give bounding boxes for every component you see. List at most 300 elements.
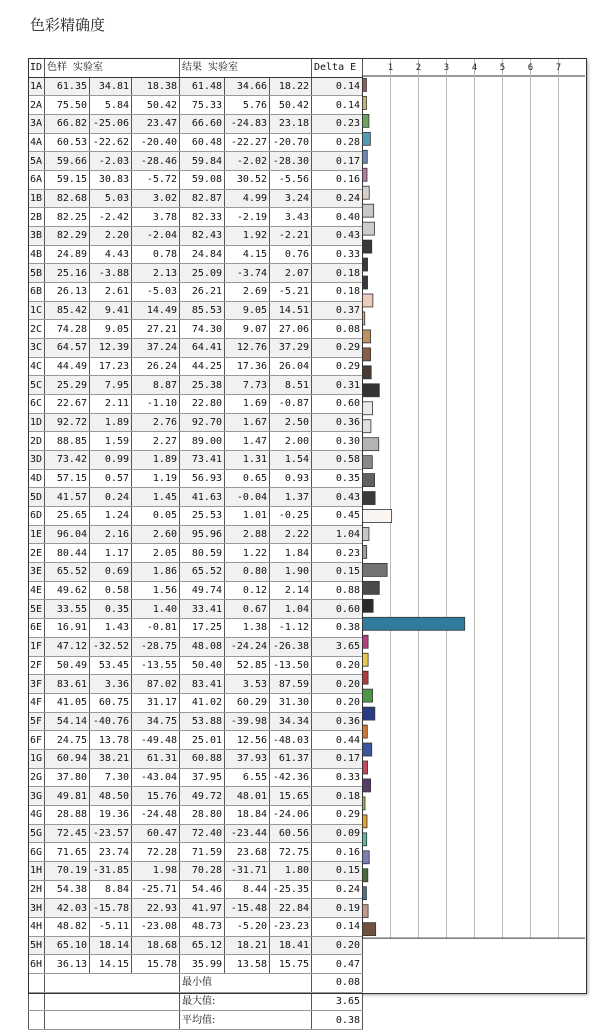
sample-l: 66.82 bbox=[45, 115, 90, 134]
row-id: 6H bbox=[29, 955, 45, 974]
row-id: 5B bbox=[29, 264, 45, 283]
table-row bbox=[29, 469, 363, 488]
sample-a: 9.41 bbox=[90, 301, 132, 320]
result-l: 49.72 bbox=[180, 787, 225, 806]
result-b: 27.06 bbox=[270, 320, 312, 339]
delta-e-value: 0.38 bbox=[312, 619, 363, 638]
result-l: 33.41 bbox=[180, 600, 225, 619]
row-id: 1G bbox=[29, 749, 45, 768]
result-a: 37.93 bbox=[225, 749, 270, 768]
sample-b: 60.47 bbox=[132, 824, 180, 843]
header-id: ID bbox=[29, 59, 45, 78]
sample-a: 48.50 bbox=[90, 787, 132, 806]
sample-b: 61.31 bbox=[132, 749, 180, 768]
row-id: 2A bbox=[29, 96, 45, 115]
result-a: -5.20 bbox=[225, 917, 270, 936]
sample-l: 60.53 bbox=[45, 133, 90, 152]
result-l: 25.01 bbox=[180, 731, 225, 750]
row-id: 3B bbox=[29, 227, 45, 246]
bar-1F bbox=[363, 617, 465, 630]
sample-b: 1.45 bbox=[132, 488, 180, 507]
result-b: -28.30 bbox=[270, 152, 312, 171]
result-b: 26.04 bbox=[270, 357, 312, 376]
result-a: 18.21 bbox=[225, 936, 270, 955]
delta-e-value: 0.43 bbox=[312, 488, 363, 507]
row-id: 5H bbox=[29, 936, 45, 955]
bar-4B bbox=[363, 240, 372, 253]
sample-a: 19.36 bbox=[90, 805, 132, 824]
stats-value: 0.38 bbox=[312, 1011, 363, 1030]
result-b: -42.36 bbox=[270, 768, 312, 787]
bar-4H bbox=[363, 887, 367, 900]
delta-e-value: 0.33 bbox=[312, 768, 363, 787]
sample-b: 1.89 bbox=[132, 451, 180, 470]
sample-b: -25.71 bbox=[132, 880, 180, 899]
result-a: 30.52 bbox=[225, 171, 270, 190]
row-id: 2H bbox=[29, 880, 45, 899]
sample-l: 72.45 bbox=[45, 824, 90, 843]
sample-a: -2.42 bbox=[90, 208, 132, 227]
delta-e-value: 0.20 bbox=[312, 656, 363, 675]
result-a: 4.15 bbox=[225, 245, 270, 264]
sample-l: 85.42 bbox=[45, 301, 90, 320]
table-row bbox=[29, 189, 363, 208]
row-id: 6C bbox=[29, 395, 45, 414]
bar-5D bbox=[363, 474, 375, 487]
sample-a: 60.75 bbox=[90, 693, 132, 712]
result-l: 85.53 bbox=[180, 301, 225, 320]
sample-b: 72.28 bbox=[132, 843, 180, 862]
table-row bbox=[29, 507, 363, 526]
result-b: -13.50 bbox=[270, 656, 312, 675]
sample-l: 49.81 bbox=[45, 787, 90, 806]
result-a: 1.38 bbox=[225, 619, 270, 638]
result-l: 44.25 bbox=[180, 357, 225, 376]
result-l: 80.59 bbox=[180, 544, 225, 563]
result-a: -15.48 bbox=[225, 899, 270, 918]
row-id: 1A bbox=[29, 77, 45, 96]
row-id: 1E bbox=[29, 525, 45, 544]
result-a: -31.71 bbox=[225, 861, 270, 880]
sample-a: 2.16 bbox=[90, 525, 132, 544]
sample-b: 1.56 bbox=[132, 581, 180, 600]
result-a: 23.68 bbox=[225, 843, 270, 862]
sample-b: 14.49 bbox=[132, 301, 180, 320]
sample-l: 44.49 bbox=[45, 357, 90, 376]
bar-6C bbox=[363, 384, 380, 397]
bar-6D bbox=[363, 492, 376, 505]
table-row bbox=[29, 861, 363, 880]
bar-6E bbox=[363, 599, 374, 612]
result-a: 2.69 bbox=[225, 283, 270, 302]
sample-a: -32.52 bbox=[90, 637, 132, 656]
result-l: 65.12 bbox=[180, 936, 225, 955]
row-id: 4H bbox=[29, 917, 45, 936]
result-l: 37.95 bbox=[180, 768, 225, 787]
table-row bbox=[29, 955, 363, 974]
sample-l: 71.65 bbox=[45, 843, 90, 862]
sample-a: 8.84 bbox=[90, 880, 132, 899]
header-result: 结果 实验室 bbox=[180, 59, 312, 78]
result-l: 70.28 bbox=[180, 861, 225, 880]
result-a: 12.56 bbox=[225, 731, 270, 750]
result-a: 1.01 bbox=[225, 507, 270, 526]
sample-l: 54.14 bbox=[45, 712, 90, 731]
delta-e-value: 0.17 bbox=[312, 152, 363, 171]
x-tick-label: 2 bbox=[415, 63, 422, 73]
delta-e-value: 0.29 bbox=[312, 805, 363, 824]
result-b: -2.21 bbox=[270, 227, 312, 246]
delta-e-value: 0.36 bbox=[312, 413, 363, 432]
table-row bbox=[29, 171, 363, 190]
delta-e-value: 0.88 bbox=[312, 581, 363, 600]
table-row bbox=[29, 731, 363, 750]
result-b: -25.35 bbox=[270, 880, 312, 899]
result-b: 2.14 bbox=[270, 581, 312, 600]
result-l: 60.88 bbox=[180, 749, 225, 768]
table-row bbox=[29, 208, 363, 227]
result-l: 95.96 bbox=[180, 525, 225, 544]
table-row bbox=[29, 581, 363, 600]
sample-b: 87.02 bbox=[132, 675, 180, 694]
result-l: 41.97 bbox=[180, 899, 225, 918]
x-tick-label: 4 bbox=[471, 63, 478, 73]
table-row bbox=[29, 413, 363, 432]
row-id: 4G bbox=[29, 805, 45, 824]
table-row bbox=[29, 357, 363, 376]
result-a: 0.65 bbox=[225, 469, 270, 488]
sample-a: 34.81 bbox=[90, 77, 132, 96]
sample-b: 2.27 bbox=[132, 432, 180, 451]
table-row bbox=[29, 432, 363, 451]
delta-e-value: 0.31 bbox=[312, 376, 363, 395]
stats-value: 3.65 bbox=[312, 992, 363, 1011]
result-l: 59.84 bbox=[180, 152, 225, 171]
sample-b: 2.76 bbox=[132, 413, 180, 432]
bar-4E bbox=[363, 563, 388, 576]
sample-a: -31.85 bbox=[90, 861, 132, 880]
result-l: 50.40 bbox=[180, 656, 225, 675]
result-a: -2.02 bbox=[225, 152, 270, 171]
stats-blank bbox=[29, 973, 45, 992]
delta-e-value: 0.20 bbox=[312, 675, 363, 694]
sample-b: 26.24 bbox=[132, 357, 180, 376]
stats-row bbox=[29, 992, 363, 1011]
sample-l: 28.88 bbox=[45, 805, 90, 824]
row-id: 4A bbox=[29, 133, 45, 152]
sample-l: 59.15 bbox=[45, 171, 90, 190]
delta-e-value: 0.18 bbox=[312, 787, 363, 806]
bar-3C bbox=[363, 330, 371, 343]
sample-l: 88.85 bbox=[45, 432, 90, 451]
result-b: 14.51 bbox=[270, 301, 312, 320]
result-a: 6.55 bbox=[225, 768, 270, 787]
result-a: 9.05 bbox=[225, 301, 270, 320]
result-a: 12.76 bbox=[225, 339, 270, 358]
sample-b: 3.02 bbox=[132, 189, 180, 208]
result-b: -23.23 bbox=[270, 917, 312, 936]
table-row bbox=[29, 768, 363, 787]
sample-a: 0.35 bbox=[90, 600, 132, 619]
delta-e-value: 0.40 bbox=[312, 208, 363, 227]
sample-a: -40.76 bbox=[90, 712, 132, 731]
bar-6B bbox=[363, 276, 368, 289]
result-b: -5.21 bbox=[270, 283, 312, 302]
result-b: 1.54 bbox=[270, 451, 312, 470]
delta-e-value: 0.30 bbox=[312, 432, 363, 451]
result-l: 54.46 bbox=[180, 880, 225, 899]
sample-l: 96.04 bbox=[45, 525, 90, 544]
result-l: 48.08 bbox=[180, 637, 225, 656]
sample-l: 25.65 bbox=[45, 507, 90, 526]
sample-b: -5.03 bbox=[132, 283, 180, 302]
result-b: -20.70 bbox=[270, 133, 312, 152]
delta-e-value: 0.36 bbox=[312, 712, 363, 731]
result-b: -0.25 bbox=[270, 507, 312, 526]
table-row bbox=[29, 152, 363, 171]
table-row bbox=[29, 656, 363, 675]
result-l: 61.48 bbox=[180, 77, 225, 96]
sample-l: 92.72 bbox=[45, 413, 90, 432]
sample-l: 54.38 bbox=[45, 880, 90, 899]
table-row bbox=[29, 936, 363, 955]
result-l: 59.08 bbox=[180, 171, 225, 190]
sample-b: 34.75 bbox=[132, 712, 180, 731]
row-id: 2G bbox=[29, 768, 45, 787]
table-row bbox=[29, 376, 363, 395]
bar-5A bbox=[363, 150, 368, 163]
sample-a: 7.95 bbox=[90, 376, 132, 395]
table-row bbox=[29, 787, 363, 806]
row-id: 5F bbox=[29, 712, 45, 731]
x-tick-label: 1 bbox=[387, 63, 394, 73]
result-b: 31.30 bbox=[270, 693, 312, 712]
delta-e-value: 0.33 bbox=[312, 245, 363, 264]
result-l: 28.80 bbox=[180, 805, 225, 824]
sample-b: -0.81 bbox=[132, 619, 180, 638]
sample-a: 0.58 bbox=[90, 581, 132, 600]
row-id: 2C bbox=[29, 320, 45, 339]
sample-a: -23.57 bbox=[90, 824, 132, 843]
table-row bbox=[29, 917, 363, 936]
result-b: 0.93 bbox=[270, 469, 312, 488]
result-l: 25.53 bbox=[180, 507, 225, 526]
sample-l: 24.89 bbox=[45, 245, 90, 264]
row-id: 6B bbox=[29, 283, 45, 302]
sample-a: 9.05 bbox=[90, 320, 132, 339]
header-delta-e: Delta E bbox=[312, 59, 363, 78]
result-a: 13.58 bbox=[225, 955, 270, 974]
sample-l: 64.57 bbox=[45, 339, 90, 358]
result-a: -39.98 bbox=[225, 712, 270, 731]
stats-label: 最大值: bbox=[180, 992, 312, 1011]
sample-l: 82.25 bbox=[45, 208, 90, 227]
delta-e-value: 0.24 bbox=[312, 189, 363, 208]
delta-e-value: 0.58 bbox=[312, 451, 363, 470]
result-l: 25.38 bbox=[180, 376, 225, 395]
bar-2A bbox=[363, 96, 367, 109]
result-l: 64.41 bbox=[180, 339, 225, 358]
result-b: 72.75 bbox=[270, 843, 312, 862]
result-l: 66.60 bbox=[180, 115, 225, 134]
row-id: 6D bbox=[29, 507, 45, 526]
result-l: 82.33 bbox=[180, 208, 225, 227]
sample-l: 75.50 bbox=[45, 96, 90, 115]
row-id: 3F bbox=[29, 675, 45, 694]
row-id: 2F bbox=[29, 656, 45, 675]
delta-e-bar-chart bbox=[362, 58, 585, 992]
bar-5E bbox=[363, 581, 380, 594]
bar-4G bbox=[363, 779, 371, 792]
sample-l: 57.15 bbox=[45, 469, 90, 488]
sample-l: 82.29 bbox=[45, 227, 90, 246]
bar-2C bbox=[363, 312, 365, 325]
result-a: 8.44 bbox=[225, 880, 270, 899]
sample-b: -20.40 bbox=[132, 133, 180, 152]
table-row bbox=[29, 339, 363, 358]
sample-a: 2.61 bbox=[90, 283, 132, 302]
sample-a: 17.23 bbox=[90, 357, 132, 376]
result-b: 87.59 bbox=[270, 675, 312, 694]
row-id: 1B bbox=[29, 189, 45, 208]
row-id: 6G bbox=[29, 843, 45, 862]
row-id: 1D bbox=[29, 413, 45, 432]
row-id: 3H bbox=[29, 899, 45, 918]
bar-5F bbox=[363, 689, 373, 702]
delta-e-value: 0.45 bbox=[312, 507, 363, 526]
bar-2G bbox=[363, 743, 372, 756]
sample-l: 26.13 bbox=[45, 283, 90, 302]
result-a: 34.66 bbox=[225, 77, 270, 96]
sample-b: 1.98 bbox=[132, 861, 180, 880]
result-b: 15.75 bbox=[270, 955, 312, 974]
sample-l: 33.55 bbox=[45, 600, 90, 619]
sample-a: 38.21 bbox=[90, 749, 132, 768]
result-l: 72.40 bbox=[180, 824, 225, 843]
table-row bbox=[29, 749, 363, 768]
table-header bbox=[29, 59, 363, 78]
row-id: 4C bbox=[29, 357, 45, 376]
result-b: 2.07 bbox=[270, 264, 312, 283]
row-id: 5A bbox=[29, 152, 45, 171]
sample-l: 50.49 bbox=[45, 656, 90, 675]
sample-l: 80.44 bbox=[45, 544, 90, 563]
row-id: 1F bbox=[29, 637, 45, 656]
bar-1H bbox=[363, 833, 367, 846]
delta-e-value: 0.15 bbox=[312, 563, 363, 582]
bar-3E bbox=[363, 545, 367, 558]
delta-e-value: 0.20 bbox=[312, 936, 363, 955]
result-b: 23.18 bbox=[270, 115, 312, 134]
sample-b: -2.04 bbox=[132, 227, 180, 246]
table-row bbox=[29, 619, 363, 638]
sample-l: 82.68 bbox=[45, 189, 90, 208]
bar-5B bbox=[363, 258, 368, 271]
row-id: 5D bbox=[29, 488, 45, 507]
delta-e-value: 0.19 bbox=[312, 899, 363, 918]
bar-2D bbox=[363, 420, 371, 433]
row-id: 5C bbox=[29, 376, 45, 395]
sample-l: 60.94 bbox=[45, 749, 90, 768]
result-b: -48.03 bbox=[270, 731, 312, 750]
result-l: 74.30 bbox=[180, 320, 225, 339]
delta-e-value: 0.08 bbox=[312, 320, 363, 339]
sample-a: 0.99 bbox=[90, 451, 132, 470]
table-row bbox=[29, 712, 363, 731]
result-a: -0.04 bbox=[225, 488, 270, 507]
sample-l: 65.52 bbox=[45, 563, 90, 582]
result-l: 41.63 bbox=[180, 488, 225, 507]
row-id: 4F bbox=[29, 693, 45, 712]
sample-b: 15.76 bbox=[132, 787, 180, 806]
result-l: 25.09 bbox=[180, 264, 225, 283]
sample-a: 1.43 bbox=[90, 619, 132, 638]
result-b: 0.76 bbox=[270, 245, 312, 264]
sample-a: 0.24 bbox=[90, 488, 132, 507]
bar-1B bbox=[363, 186, 370, 199]
stats-blank bbox=[29, 1011, 45, 1030]
table-row bbox=[29, 693, 363, 712]
delta-e-value: 0.23 bbox=[312, 544, 363, 563]
sample-a: -2.03 bbox=[90, 152, 132, 171]
row-id: 4E bbox=[29, 581, 45, 600]
sample-b: 18.68 bbox=[132, 936, 180, 955]
sample-l: 73.42 bbox=[45, 451, 90, 470]
sample-l: 42.03 bbox=[45, 899, 90, 918]
result-l: 22.80 bbox=[180, 395, 225, 414]
delta-e-value: 0.47 bbox=[312, 955, 363, 974]
sample-b: 18.38 bbox=[132, 77, 180, 96]
result-b: -24.06 bbox=[270, 805, 312, 824]
result-l: 49.74 bbox=[180, 581, 225, 600]
result-l: 41.02 bbox=[180, 693, 225, 712]
result-a: -3.74 bbox=[225, 264, 270, 283]
sample-l: 49.62 bbox=[45, 581, 90, 600]
bar-4F bbox=[363, 671, 369, 684]
sample-a: 5.03 bbox=[90, 189, 132, 208]
sample-b: 23.47 bbox=[132, 115, 180, 134]
bar-6A bbox=[363, 168, 367, 181]
sample-b: -28.75 bbox=[132, 637, 180, 656]
result-l: 24.84 bbox=[180, 245, 225, 264]
result-l: 17.25 bbox=[180, 619, 225, 638]
result-l: 82.87 bbox=[180, 189, 225, 208]
delta-e-value: 0.16 bbox=[312, 843, 363, 862]
sample-l: 83.61 bbox=[45, 675, 90, 694]
result-a: 52.85 bbox=[225, 656, 270, 675]
result-b: 61.37 bbox=[270, 749, 312, 768]
sample-b: 2.60 bbox=[132, 525, 180, 544]
result-a: 0.12 bbox=[225, 581, 270, 600]
table-row bbox=[29, 227, 363, 246]
stats-row bbox=[29, 1011, 363, 1030]
bar-1C bbox=[363, 294, 373, 307]
row-id: 5G bbox=[29, 824, 45, 843]
sample-l: 16.91 bbox=[45, 619, 90, 638]
table-row bbox=[29, 637, 363, 656]
row-id: 3D bbox=[29, 451, 45, 470]
sample-b: 2.13 bbox=[132, 264, 180, 283]
result-a: -23.44 bbox=[225, 824, 270, 843]
table-row bbox=[29, 451, 363, 470]
sample-l: 47.12 bbox=[45, 637, 90, 656]
table-row bbox=[29, 77, 363, 96]
sample-l: 48.82 bbox=[45, 917, 90, 936]
table-row bbox=[29, 245, 363, 264]
result-b: 1.84 bbox=[270, 544, 312, 563]
bar-1E bbox=[363, 510, 392, 523]
sample-b: 0.78 bbox=[132, 245, 180, 264]
